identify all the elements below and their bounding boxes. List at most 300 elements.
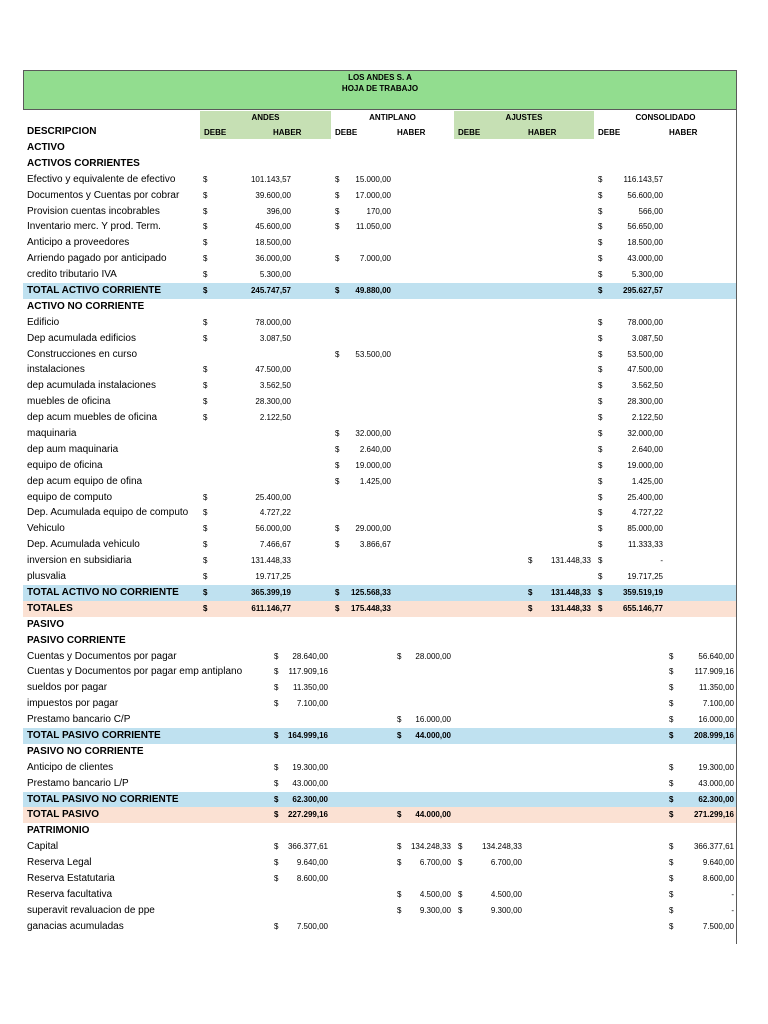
row-description: plusvalia	[27, 571, 66, 583]
cell-andes-haber: 43.000,00	[292, 778, 328, 788]
currency-symbol: $	[598, 524, 603, 534]
currency-symbol: $	[274, 699, 279, 709]
cell-cons-haber: 43.000,00	[698, 778, 734, 788]
group-consolidado: CONSOLIDADO	[635, 113, 696, 122]
cell-cons-haber: 56.640,00	[698, 651, 734, 661]
table-row	[23, 331, 737, 347]
row-description: TOTAL PASIVO CORRIENTE	[27, 729, 161, 741]
table-row	[23, 362, 737, 378]
cell-andes-haber: 8.600,00	[296, 873, 328, 883]
row-description: dep aum maquinaria	[27, 443, 119, 455]
row-description: superavit revaluacion de ppe	[27, 904, 155, 916]
row-description: Dep. Acumulada vehiculo	[27, 539, 140, 551]
currency-symbol: $	[335, 476, 340, 486]
cell-cons-haber: 366.377,61	[693, 842, 734, 852]
currency-symbol: $	[598, 174, 603, 184]
row-description: ACTIVO NO CORRIENTE	[27, 300, 145, 312]
table-row	[23, 664, 737, 680]
row-description: muebles de oficina	[27, 396, 111, 408]
total-row	[23, 728, 737, 744]
cell-cons-debe: 116.143,57	[623, 174, 663, 184]
currency-symbol: $	[203, 603, 208, 613]
row-description: inversion en subsidiaria	[27, 555, 132, 567]
cell-andes-haber: 227.299,16	[287, 810, 328, 820]
currency-symbol: $	[598, 556, 603, 566]
cell-antiplano-haber: 16.000,00	[415, 715, 451, 725]
section-row	[23, 617, 737, 633]
currency-symbol: $	[203, 286, 208, 296]
currency-symbol: $	[669, 842, 674, 852]
cell-cons-debe: 2.640,00	[631, 444, 663, 454]
currency-symbol: $	[598, 381, 603, 391]
currency-symbol: $	[669, 794, 674, 804]
table-row	[23, 347, 737, 363]
cell-andes-debe: 56.000,00	[255, 524, 291, 534]
cell-cons-debe: 32.000,00	[627, 429, 663, 439]
cell-andes-debe: 4.727,22	[259, 508, 291, 518]
currency-symbol: $	[669, 873, 674, 883]
cell-antiplano-debe: 29.000,00	[355, 524, 391, 534]
column-header-ajustes-haber: HABER	[528, 128, 557, 137]
cell-antiplano-haber: 6.700,00	[419, 858, 451, 868]
cell-antiplano-debe: 175.448,33	[350, 603, 391, 613]
column-header-cons-debe: DEBE	[598, 128, 621, 137]
table-row	[23, 680, 737, 696]
currency-symbol: $	[335, 429, 340, 439]
cell-cons-haber: 62.300,00	[698, 794, 734, 804]
cell-cons-haber: 9.640,00	[702, 858, 734, 868]
currency-symbol: $	[598, 476, 603, 486]
row-description: PASIVO CORRIENTE	[27, 634, 126, 646]
row-description: Provision cuentas incobrables	[27, 205, 160, 217]
cell-antiplano-debe: 170,00	[366, 206, 391, 216]
currency-symbol: $	[203, 381, 208, 391]
table-row	[23, 871, 737, 887]
currency-symbol: $	[274, 921, 279, 931]
currency-symbol: $	[335, 603, 340, 613]
column-header-descripcion: DESCRIPCION	[27, 126, 97, 137]
currency-symbol: $	[397, 651, 402, 661]
section-row	[23, 744, 737, 760]
currency-symbol: $	[203, 254, 208, 264]
table-row	[23, 172, 737, 188]
cell-andes-haber: 19.300,00	[292, 762, 328, 772]
row-description: Efectivo y equivalente de efectivo	[27, 173, 176, 185]
cell-cons-debe: 3.562,50	[631, 381, 663, 391]
row-description: TOTAL PASIVO	[27, 809, 100, 821]
table-row	[23, 188, 737, 204]
cell-antiplano-haber: 44.000,00	[415, 810, 451, 820]
table-row	[23, 219, 737, 235]
cell-cons-debe: 295.627,57	[622, 286, 663, 296]
cell-cons-haber: 7.100,00	[702, 699, 734, 709]
cell-andes-debe: 19.717,25	[255, 572, 291, 582]
row-description: impuestos por pagar	[27, 698, 119, 710]
cell-cons-haber: -	[731, 905, 734, 915]
group-ajustes: AJUSTES	[505, 113, 543, 122]
cell-andes-debe: 611.146,77	[251, 603, 291, 613]
row-description: Cuentas y Documentos por pagar	[27, 650, 177, 662]
cell-antiplano-haber: 134.248,33	[410, 842, 451, 852]
row-description: Dep. Acumulada equipo de computo	[27, 507, 189, 519]
currency-symbol: $	[528, 603, 533, 613]
table-row	[23, 553, 737, 569]
table-row	[23, 394, 737, 410]
cell-andes-haber: 7.100,00	[296, 699, 328, 709]
cell-cons-debe: 25.400,00	[627, 492, 663, 502]
table-row	[23, 537, 737, 553]
currency-symbol: $	[458, 858, 463, 868]
currency-symbol: $	[669, 730, 674, 740]
row-description: maquinaria	[27, 428, 77, 440]
table-row	[23, 204, 737, 220]
row-description: credito tributario IVA	[27, 269, 117, 281]
currency-symbol: $	[598, 317, 603, 327]
cell-cons-debe: 359.519,19	[622, 587, 663, 597]
cell-antiplano-haber: 9.300,00	[419, 905, 451, 915]
currency-symbol: $	[274, 730, 279, 740]
cell-andes-haber: 7.500,00	[296, 921, 328, 931]
cell-antiplano-haber: 44.000,00	[415, 730, 451, 740]
currency-symbol: $	[203, 492, 208, 502]
row-description: equipo de oficina	[27, 459, 103, 471]
currency-symbol: $	[598, 349, 603, 359]
currency-symbol: $	[598, 492, 603, 502]
cell-antiplano-haber: 28.000,00	[415, 651, 451, 661]
cell-cons-debe: 11.333,33	[628, 540, 663, 550]
column-header-cons-haber: HABER	[669, 128, 698, 137]
cell-antiplano-debe: 125.568,33	[350, 587, 391, 597]
currency-symbol: $	[203, 413, 208, 423]
currency-symbol: $	[274, 810, 279, 820]
row-description: TOTAL ACTIVO CORRIENTE	[27, 285, 162, 297]
cell-cons-debe: 19.000,00	[627, 460, 663, 470]
currency-symbol: $	[598, 222, 603, 232]
currency-symbol: $	[203, 222, 208, 232]
column-header-antiplano-haber: HABER	[397, 128, 426, 137]
currency-symbol: $	[598, 603, 603, 613]
row-description: Reserva facultativa	[27, 888, 113, 900]
cell-andes-debe: 47.500,00	[255, 365, 291, 375]
cell-ajustes-debe: 134.248,33	[481, 842, 522, 852]
cell-andes-haber: 11.350,00	[293, 683, 328, 693]
row-description: TOTALES	[27, 602, 73, 614]
currency-symbol: $	[598, 254, 603, 264]
currency-symbol: $	[274, 858, 279, 868]
currency-symbol: $	[203, 206, 208, 216]
table-row	[23, 490, 737, 506]
cell-antiplano-debe: 32.000,00	[355, 429, 391, 439]
table-row	[23, 696, 737, 712]
currency-symbol: $	[274, 667, 279, 677]
total-row	[23, 283, 737, 299]
group-antiplano: ANTIPLANO	[369, 113, 416, 122]
row-description: Dep acumulada edificios	[27, 332, 136, 344]
currency-symbol: $	[335, 524, 340, 534]
total-row	[23, 585, 737, 601]
currency-symbol: $	[598, 572, 603, 582]
cell-cons-haber: 19.300,00	[698, 762, 734, 772]
currency-symbol: $	[598, 333, 603, 343]
table-row	[23, 474, 737, 490]
currency-symbol: $	[669, 905, 674, 915]
cell-andes-debe: 3.562,50	[259, 381, 291, 391]
currency-symbol: $	[203, 174, 208, 184]
row-description: Prestamo bancario C/P	[27, 714, 131, 726]
cell-cons-debe: 18.500,00	[627, 238, 663, 248]
currency-symbol: $	[274, 762, 279, 772]
cell-ajustes-debe: 6.700,00	[490, 858, 522, 868]
title-block	[23, 70, 737, 110]
row-description: Construcciones en curso	[27, 348, 138, 360]
cell-antiplano-debe: 11.050,00	[356, 222, 391, 232]
column-header-antiplano-debe: DEBE	[335, 128, 358, 137]
currency-symbol: $	[669, 858, 674, 868]
cell-cons-debe: 2.122,50	[631, 413, 663, 423]
row-description: Anticipo de clientes	[27, 761, 114, 773]
currency-symbol: $	[397, 905, 402, 915]
row-description: Reserva Estatutaria	[27, 872, 115, 884]
cell-cons-haber: -	[731, 889, 734, 899]
column-header-row	[23, 125, 737, 140]
currency-symbol: $	[203, 317, 208, 327]
cell-cons-haber: 117.909,16	[694, 667, 734, 677]
currency-symbol: $	[598, 190, 603, 200]
currency-symbol: $	[669, 921, 674, 931]
currency-symbol: $	[397, 889, 402, 899]
table-row	[23, 315, 737, 331]
table-row	[23, 569, 737, 585]
row-description: TOTAL PASIVO NO CORRIENTE	[27, 793, 179, 805]
group-header-row	[23, 110, 737, 125]
cell-andes-haber: 62.300,00	[292, 794, 328, 804]
cell-andes-debe: 45.600,00	[255, 222, 291, 232]
currency-symbol: $	[335, 286, 340, 296]
table-row	[23, 458, 737, 474]
currency-symbol: $	[335, 349, 340, 359]
currency-symbol: $	[203, 397, 208, 407]
row-description: Inventario merc. Y prod. Term.	[27, 221, 161, 233]
cell-andes-debe: 78.000,00	[255, 317, 291, 327]
section-row	[23, 156, 737, 172]
row-description: PATRIMONIO	[27, 825, 90, 837]
currency-symbol: $	[669, 715, 674, 725]
currency-symbol: $	[598, 508, 603, 518]
currency-symbol: $	[458, 889, 463, 899]
cell-antiplano-debe: 49.880,00	[355, 286, 391, 296]
table-row	[23, 712, 737, 728]
section-row	[23, 140, 737, 156]
cell-andes-debe: 25.400,00	[255, 492, 291, 502]
table-row	[23, 235, 737, 251]
row-description: Arriendo pagado por anticipado	[27, 253, 167, 265]
cell-andes-debe: 2.122,50	[259, 413, 291, 423]
column-header-ajustes-debe: DEBE	[458, 128, 481, 137]
cell-cons-haber: 8.600,00	[702, 873, 734, 883]
cell-andes-debe: 28.300,00	[255, 397, 291, 407]
cell-andes-debe: 5.300,00	[259, 270, 291, 280]
currency-symbol: $	[528, 556, 533, 566]
cell-cons-debe: 56.650,00	[627, 222, 663, 232]
table-row	[23, 426, 737, 442]
section-row	[23, 633, 737, 649]
cell-cons-debe: 47.500,00	[627, 365, 663, 375]
cell-cons-haber: 7.500,00	[702, 921, 734, 931]
currency-symbol: $	[598, 540, 603, 550]
currency-symbol: $	[335, 254, 340, 264]
currency-symbol: $	[669, 889, 674, 899]
cell-cons-debe: 655.146,77	[622, 603, 663, 613]
cell-cons-debe: -	[660, 556, 663, 566]
cell-cons-debe: 5.300,00	[631, 270, 663, 280]
currency-symbol: $	[528, 587, 533, 597]
currency-symbol: $	[397, 730, 402, 740]
currency-symbol: $	[335, 540, 340, 550]
currency-symbol: $	[598, 270, 603, 280]
currency-symbol: $	[669, 683, 674, 693]
cell-antiplano-debe: 7.000,00	[359, 254, 391, 264]
cell-andes-debe: 131.448,33	[250, 556, 291, 566]
cell-ajustes-debe: 4.500,00	[490, 889, 522, 899]
currency-symbol: $	[669, 778, 674, 788]
cell-ajustes-debe: 9.300,00	[490, 905, 522, 915]
cell-cons-haber: 208.999,16	[693, 730, 734, 740]
cell-antiplano-debe: 53.500,00	[355, 349, 391, 359]
total-row	[23, 792, 737, 808]
cell-cons-debe: 19.717,25	[627, 572, 663, 582]
currency-symbol: $	[203, 270, 208, 280]
currency-symbol: $	[598, 397, 603, 407]
cell-andes-haber: 164.999,16	[287, 730, 328, 740]
currency-symbol: $	[274, 651, 279, 661]
row-description: instalaciones	[27, 364, 85, 376]
cell-andes-debe: 39.600,00	[255, 190, 291, 200]
currency-symbol: $	[669, 667, 674, 677]
currency-symbol: $	[598, 444, 603, 454]
cell-ajustes-haber: 131.448,33	[550, 587, 591, 597]
row-description: TOTAL ACTIVO NO CORRIENTE	[27, 586, 179, 598]
currency-symbol: $	[203, 190, 208, 200]
currency-symbol: $	[203, 508, 208, 518]
cell-andes-debe: 396,00	[266, 206, 291, 216]
cell-cons-debe: 4.727,22	[631, 508, 663, 518]
currency-symbol: $	[598, 206, 603, 216]
cell-andes-debe: 101.143,57	[250, 174, 291, 184]
cell-cons-debe: 85.000,00	[627, 524, 663, 534]
table-row	[23, 919, 737, 935]
currency-symbol: $	[669, 699, 674, 709]
currency-symbol: $	[397, 842, 402, 852]
currency-symbol: $	[397, 858, 402, 868]
total-row	[23, 601, 737, 617]
currency-symbol: $	[669, 810, 674, 820]
currency-symbol: $	[598, 429, 603, 439]
currency-symbol: $	[598, 365, 603, 375]
section-row	[23, 299, 737, 315]
currency-symbol: $	[598, 413, 603, 423]
cell-antiplano-haber: 4.500,00	[419, 889, 451, 899]
table-row	[23, 442, 737, 458]
row-description: dep acum equipo de ofina	[27, 475, 143, 487]
row-description: Documentos y Cuentas por cobrar	[27, 189, 180, 201]
currency-symbol: $	[335, 587, 340, 597]
currency-symbol: $	[274, 873, 279, 883]
cell-andes-debe: 365.399,19	[250, 587, 291, 597]
row-description: Edificio	[27, 316, 60, 328]
currency-symbol: $	[203, 238, 208, 248]
currency-symbol: $	[397, 810, 402, 820]
table-row	[23, 887, 737, 903]
row-description: Capital	[27, 841, 59, 853]
cell-andes-haber: 117.909,16	[288, 667, 328, 677]
cell-cons-haber: 16.000,00	[698, 715, 734, 725]
cell-antiplano-debe: 17.000,00	[355, 190, 391, 200]
table-row	[23, 378, 737, 394]
cell-andes-debe: 36.000,00	[255, 254, 291, 264]
cell-cons-debe: 3.087,50	[631, 333, 663, 343]
table-row	[23, 776, 737, 792]
currency-symbol: $	[598, 460, 603, 470]
row-description: Prestamo bancario L/P	[27, 777, 129, 789]
cell-andes-debe: 3.087,50	[259, 333, 291, 343]
cell-ajustes-haber: 131.448,33	[550, 556, 591, 566]
cell-cons-debe: 1.425,00	[631, 476, 663, 486]
row-description: PASIVO NO CORRIENTE	[27, 745, 144, 757]
right-border	[736, 108, 737, 944]
currency-symbol: $	[203, 540, 208, 550]
table-row	[23, 760, 737, 776]
row-description: dep acum muebles de oficina	[27, 412, 158, 424]
cell-cons-debe: 56.600,00	[627, 190, 663, 200]
row-description: Anticipo a proveedores	[27, 237, 130, 249]
column-header-andes-haber: HABER	[273, 128, 302, 137]
cell-antiplano-debe: 3.866,67	[359, 540, 391, 550]
group-andes: ANDES	[251, 113, 280, 122]
cell-antiplano-debe: 15.000,00	[355, 174, 391, 184]
row-description: Cuentas y Documentos por pagar emp antiplano	[27, 666, 243, 678]
table-row	[23, 839, 737, 855]
currency-symbol: $	[335, 174, 340, 184]
sheet-subtitle: HOJA DE TRABAJO	[341, 84, 419, 93]
cell-cons-debe: 78.000,00	[627, 317, 663, 327]
cell-cons-haber: 11.350,00	[699, 683, 734, 693]
currency-symbol: $	[335, 222, 340, 232]
currency-symbol: $	[335, 190, 340, 200]
currency-symbol: $	[203, 556, 208, 566]
row-description: ganacias acumuladas	[27, 920, 124, 932]
row-description: PASIVO	[27, 618, 65, 630]
cell-cons-debe: 28.300,00	[627, 397, 663, 407]
row-description: Reserva Legal	[27, 857, 92, 869]
currency-symbol: $	[335, 460, 340, 470]
cell-antiplano-debe: 2.640,00	[359, 444, 391, 454]
currency-symbol: $	[669, 762, 674, 772]
currency-symbol: $	[274, 794, 279, 804]
table-row	[23, 410, 737, 426]
section-row	[23, 823, 737, 839]
currency-symbol: $	[397, 715, 402, 725]
table-row	[23, 505, 737, 521]
table-row	[23, 903, 737, 919]
company-title: LOS ANDES S. A	[348, 73, 412, 82]
currency-symbol: $	[203, 524, 208, 534]
currency-symbol: $	[274, 842, 279, 852]
table-row	[23, 649, 737, 665]
table-row	[23, 855, 737, 871]
cell-andes-debe: 245.747,57	[250, 286, 291, 296]
row-description: ACTIVOS CORRIENTES	[27, 157, 140, 169]
currency-symbol: $	[669, 651, 674, 661]
